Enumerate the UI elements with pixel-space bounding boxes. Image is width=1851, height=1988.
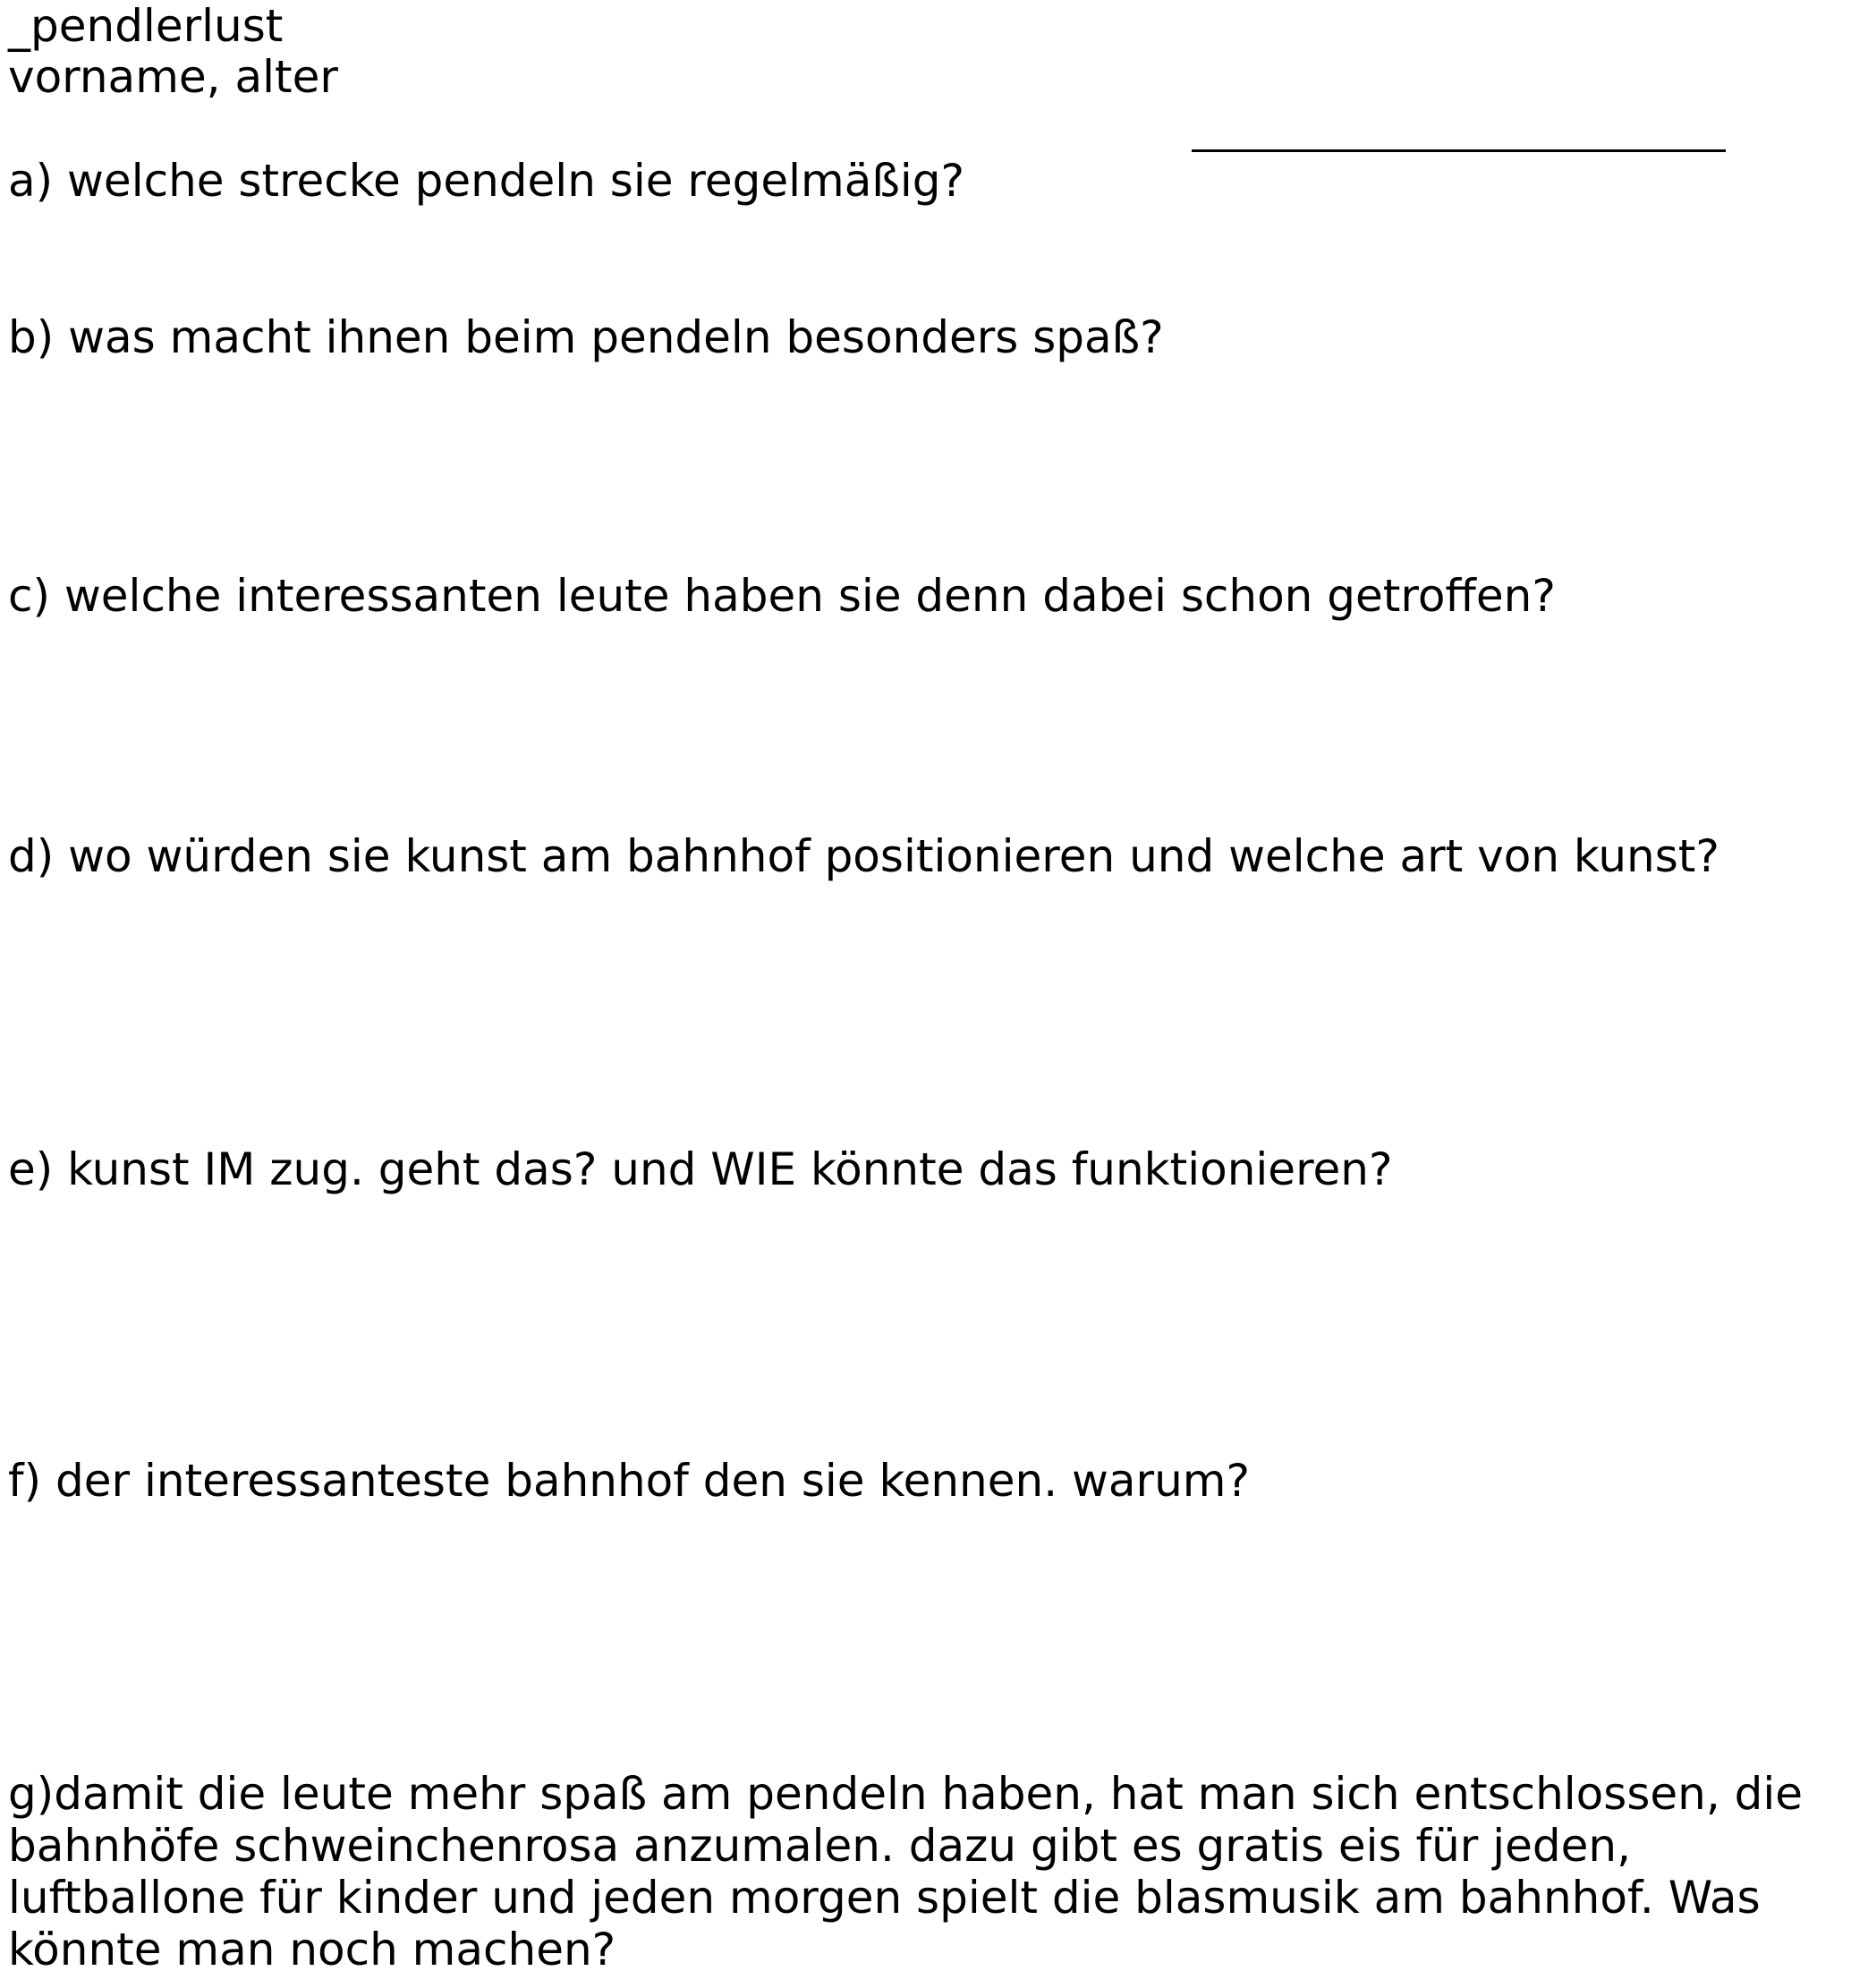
name-age-label: vorname, alter	[8, 51, 338, 103]
question-c: c) welche interessanten leute haben sie denn dabei schon getroffen?	[8, 570, 1556, 622]
question-g-line-3: luftballone für kinder und jeden morgen spielt die blasmusik am bahnhof. Was	[8, 1872, 1761, 1924]
name-answer-line[interactable]	[1192, 149, 1726, 152]
question-g-line-2: bahnhöfe schweinchenrosa anzumalen. dazu gibt es gratis eis für jeden,	[8, 1820, 1631, 1872]
document-title: _pendlerlust	[8, 0, 284, 52]
question-g	[8, 1768, 1833, 1975]
question-g-line-1: g)damit die leute mehr spaß am pendeln haben, hat man sich entschlossen, die	[8, 1768, 1804, 1820]
question-g-line-4: könnte man noch machen?	[8, 1924, 616, 1975]
question-d: d) wo würden sie kunst am bahnhof positionieren und welche art von kunst?	[8, 830, 1719, 882]
question-a: a) welche strecke pendeln sie regelmäßig?	[8, 155, 964, 207]
question-f: f) der interessanteste bahnhof den sie kennen. warum?	[8, 1455, 1251, 1507]
question-e: e) kunst IM zug. geht das? und WIE könnte das funktionieren?	[8, 1143, 1393, 1195]
question-b: b) was macht ihnen beim pendeln besonders spaß?	[8, 311, 1164, 363]
